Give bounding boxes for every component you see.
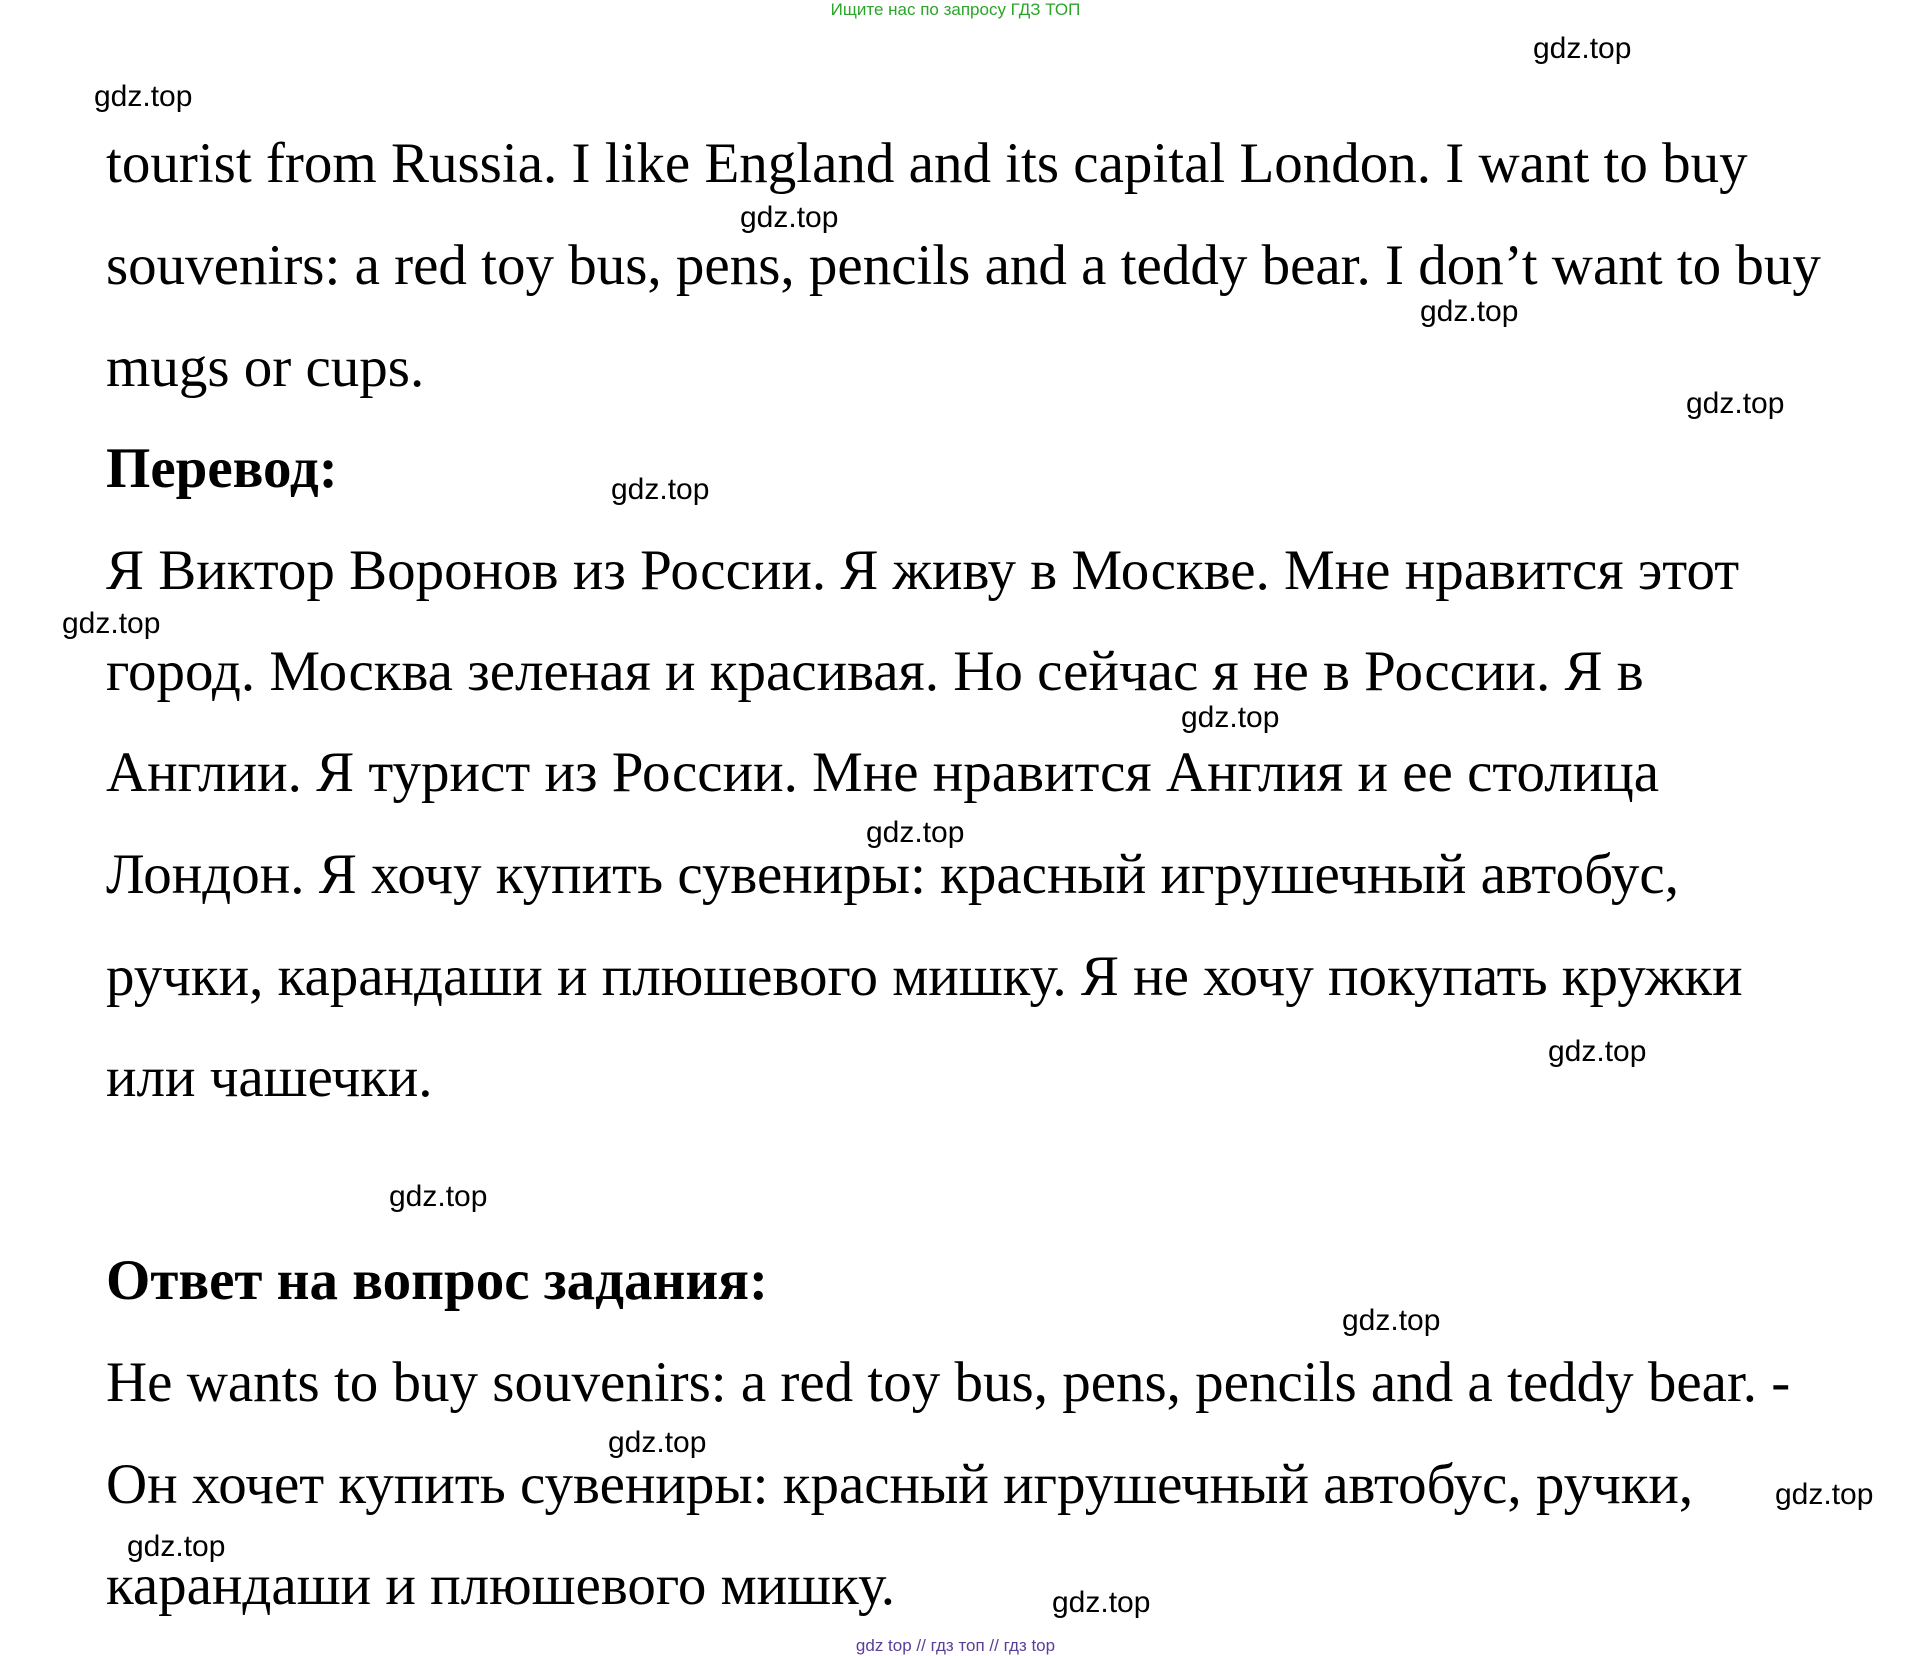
watermark: gdz.top	[1342, 1304, 1441, 1337]
watermark: gdz.top	[1181, 701, 1280, 734]
watermark: gdz.top	[1420, 295, 1519, 328]
watermark: gdz.top	[1775, 1478, 1874, 1511]
watermark: gdz.top	[608, 1426, 707, 1459]
footer-links: gdz top // гдз топ // гдз top	[855, 1636, 1056, 1655]
watermark: gdz.top	[94, 80, 193, 113]
russian-line-1: Я Виктор Воронов из России. Я живу в Москве. Мне нравится этот	[106, 539, 1740, 602]
answer-heading: Ответ на вопрос задания:	[106, 1249, 768, 1312]
watermark: gdz.top	[611, 473, 710, 506]
russian-line-5: ручки, карандаши и плюшевого мишку. Я не хочу покупать кружки	[106, 945, 1743, 1008]
watermark: gdz.top	[1052, 1586, 1151, 1619]
watermark: gdz.top	[1548, 1035, 1647, 1068]
watermark: gdz.top	[389, 1180, 488, 1213]
answer-line-1: He wants to buy souvenirs: a red toy bus, pens, pencils and a teddy bear. -	[106, 1351, 1791, 1414]
watermark: gdz.top	[62, 607, 161, 640]
answer-line-2: Он хочет купить сувениры: красный игрушечный автобус, ручки,	[106, 1453, 1694, 1516]
russian-line-3: Англии. Я турист из России. Мне нравится Англия и ее столица	[106, 741, 1660, 804]
russian-line-2: город. Москва зеленая и красивая. Но сейчас я не в России. Я в	[106, 640, 1644, 703]
answer-line-3: карандаши и плюшевого мишку.	[106, 1554, 895, 1617]
russian-line-6: или чашечки.	[106, 1046, 433, 1109]
english-line-1: tourist from Russia. I like England and its capital London. I want to buy	[106, 132, 1748, 195]
watermark: gdz.top	[1686, 387, 1785, 420]
translation-heading: Перевод:	[106, 437, 338, 500]
top-banner: Ищите нас по запросу ГДЗ ТОП	[830, 0, 1081, 19]
english-line-2: souvenirs: a red toy bus, pens, pencils and a teddy bear. I don’t want to buy	[106, 234, 1821, 297]
watermark: gdz.top	[866, 816, 965, 849]
russian-line-4: Лондон. Я хочу купить сувениры: красный игрушечный автобус,	[106, 843, 1679, 906]
watermark: gdz.top	[127, 1530, 226, 1563]
watermark: gdz.top	[740, 201, 839, 234]
watermark: gdz.top	[1533, 32, 1632, 65]
english-line-3: mugs or cups.	[106, 336, 425, 399]
